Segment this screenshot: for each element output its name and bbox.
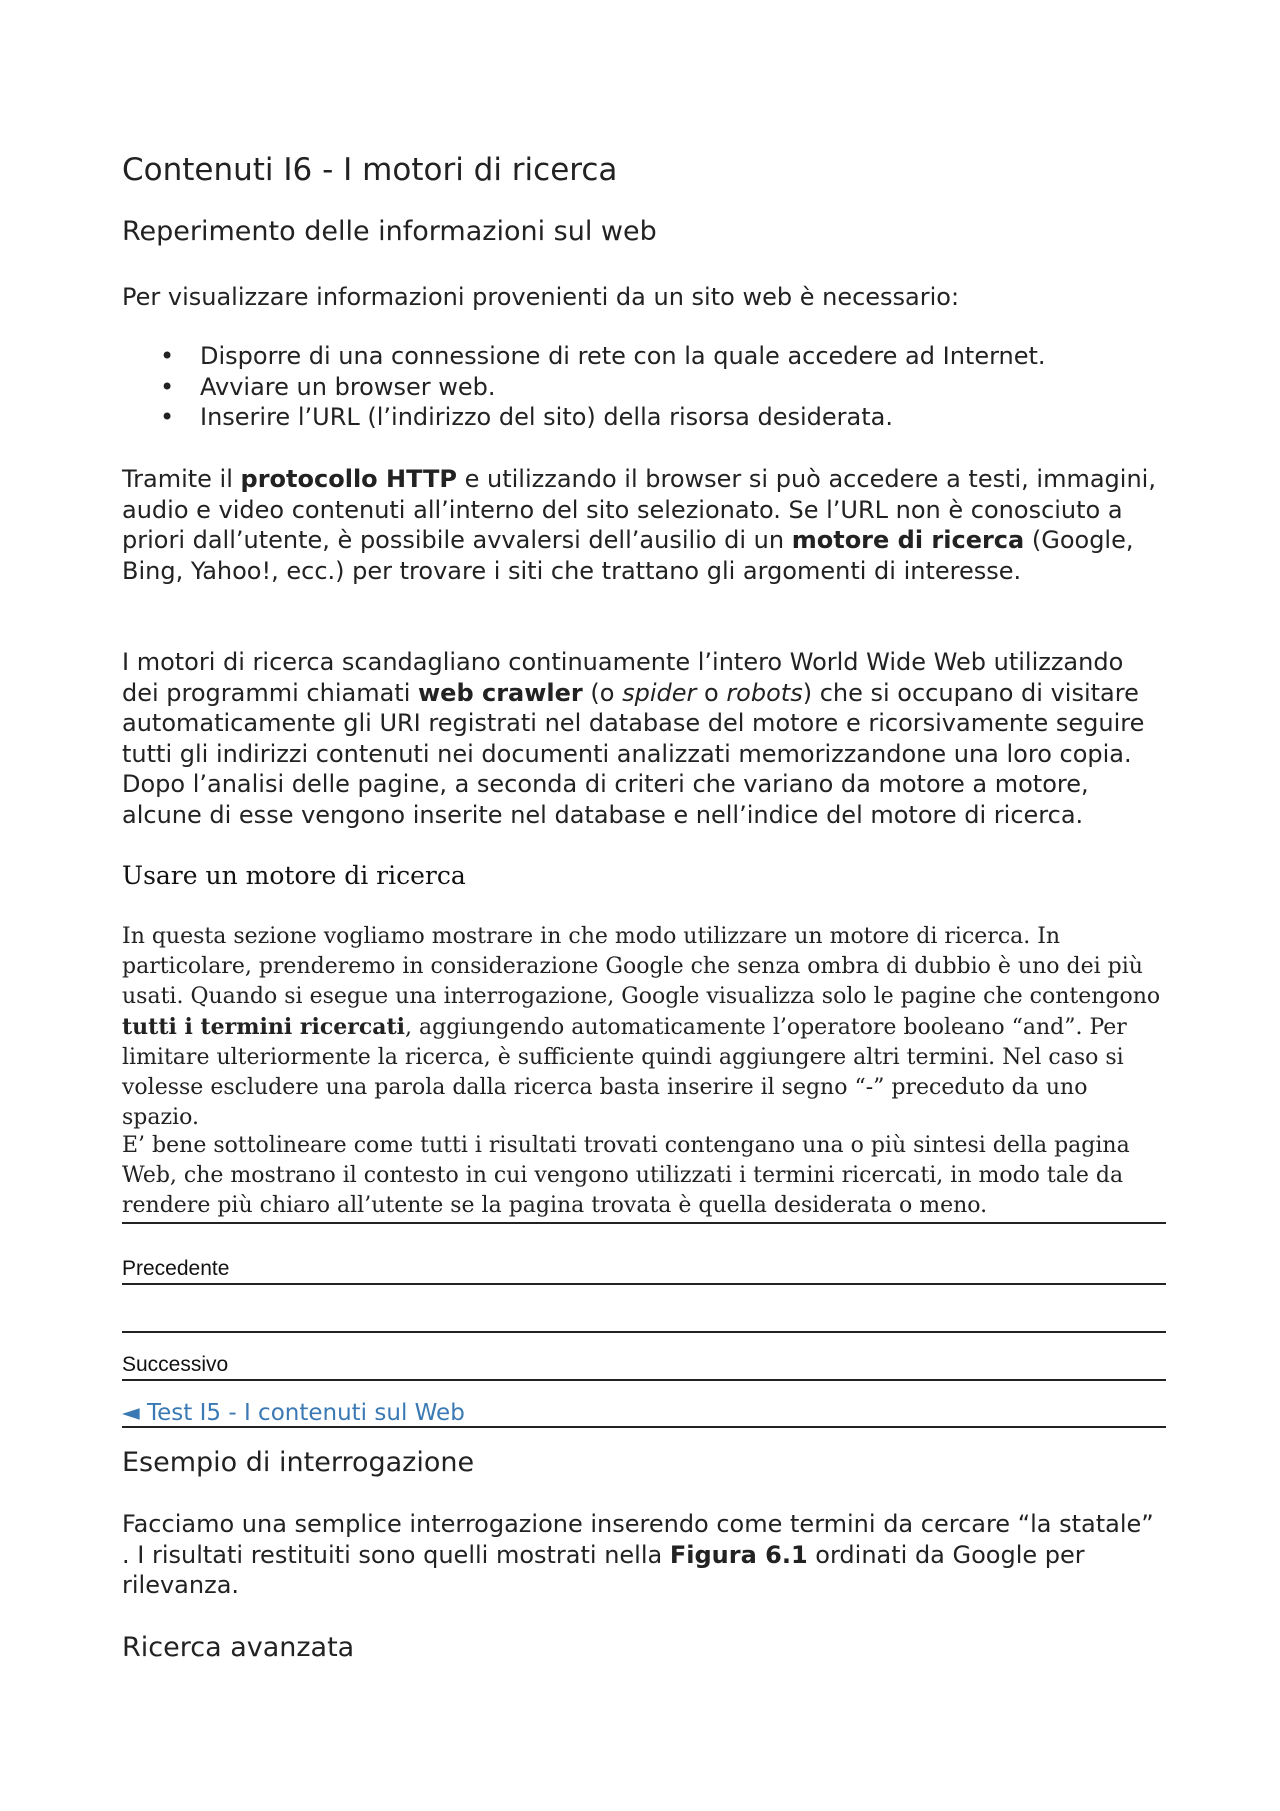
divider [122,1331,1166,1333]
paragraph-crawler: I motori di ricerca scandagliano continuamente l’intero World Wide Web utilizzando dei programmi chiamati web crawler (o spider o robots) che si occupano di visitare automaticamente gli URI registrati nel database del motore e ricorsivamente seguire tutti gli indirizzi contenuti nei documenti analizzati memorizzandone una loro copia. Dopo l’analisi delle pagine, a seconda di criteri che variano da motore a motore, alcune di esse vengono inserite nel database e nell’indice del motore di ricerca. [122,648,1145,829]
list-item: • Disporre di una connessione di rete con la quale accedere ad Internet. [122,341,1046,372]
paragraph-risultati: E’ bene sottolineare come tutti i risultati trovati contengano una o più sintesi della pagina Web, che mostrano il contesto in cui vengono utilizzati i termini ricercati, in modo tale da rendere più chiaro all’utente se la pagina trovata è quella desiderata o meno. [122,1133,1130,1218]
list-item: • Inserire l’URL (l’indirizzo del sito) della risorsa desiderata. [122,402,1046,433]
prev-lesson-link[interactable] [122,1398,465,1428]
left-arrow-icon: ◄ [122,1400,140,1426]
divider [122,1283,1166,1285]
paragraph-http: Tramite il protocollo HTTP e utilizzando il browser si può accedere a testi, immagini, audio e video contenuti all’interno del sito selezionato. Se l’URL non è conosciuto a priori dall’utente, è possibile avvalersi dell’ausilio di un motore di ricerca (Google, Bing, Yahoo!, ecc.) per trovare i siti che trattano gli argomenti di interesse. [122,465,1156,585]
paragraph-esempio: Facciamo una semplice interrogazione inserendo come termini da cercare “la statale” . I risultati restituiti sono quelli mostrati nella Figura 6.1 ordinati da Google per rilevanza. [122,1510,1154,1599]
requirements-list [122,341,1046,433]
term-tutti-i-termini: tutti i termini ricercati [122,1014,406,1040]
prev-lesson-link-text: Test I5 - I contenuti sul Web [147,1400,465,1426]
divider [122,1222,1166,1224]
nav-next-label: Successivo [122,1353,229,1376]
term-figura-6-1: Figura 6.1 [669,1540,808,1569]
page-title: Contenuti I6 - I motori di ricerca [122,152,618,188]
divider [122,1379,1166,1381]
section-heading-usare: Usare un motore di ricerca [122,861,466,890]
section-heading-esempio: Esempio di interrogazione [122,1447,475,1478]
term-protocollo-http: protocollo HTTP [240,465,457,493]
paragraph-usare: In questa sezione vogliamo mostrare in che modo utilizzare un motore di ricerca. In particolare, prenderemo in considerazione Google che senza ombra di dubbio è uno dei più usati. Quando si esegue una interrogazione, Google visualizza solo le pagine che contengono tutti i termini ricercati, aggiungendo automaticamente l’operatore booleano “and”. Per limitare ulteriormente la ricerca, è sufficiente quindi aggiungere altri termini. Nel caso si volesse escludere una parola dalla ricerca basta inserire il segno “-” preceduto da uno spazio. [122,924,1161,1130]
divider [122,1426,1166,1428]
term-web-crawler: web crawler [418,678,583,707]
section1-intro: Per visualizzare informazioni provenienti da un sito web è necessario: [122,283,960,311]
term-motore-di-ricerca: motore di ricerca [791,526,1025,554]
section-heading-ricerca-avanzata: Ricerca avanzata [122,1632,355,1663]
section-heading-reperimento: Reperimento delle informazioni sul web [122,216,657,247]
nav-prev-label: Precedente [122,1257,230,1280]
list-item: • Avviare un browser web. [122,372,1046,403]
